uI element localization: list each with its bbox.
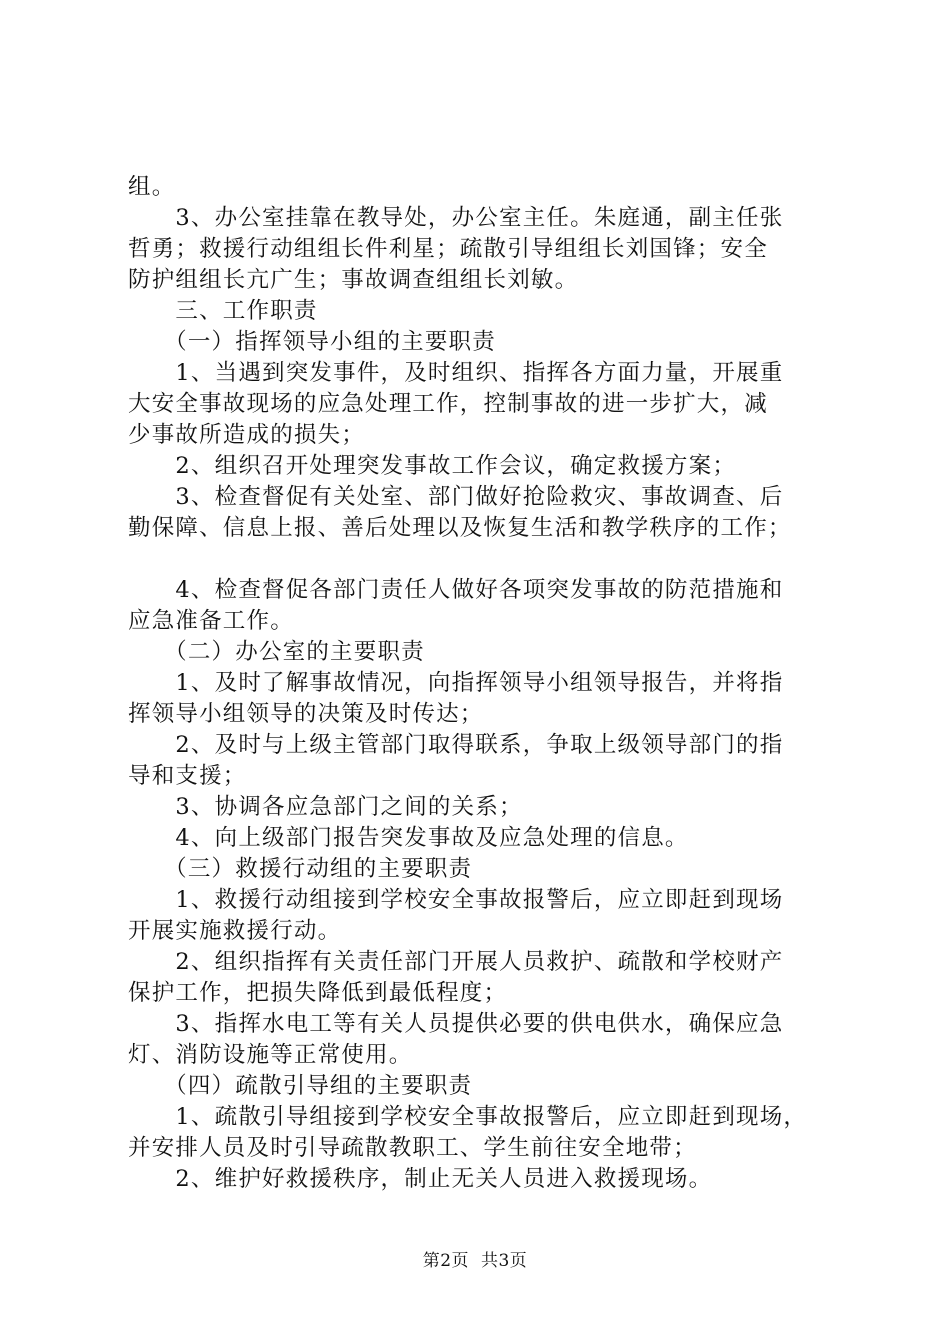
text-line: 组。 [128,174,176,200]
text-line: 并安排人员及时引导疏散教职工、学生前往安全地带； [128,1135,697,1161]
page-number: 第2页 [422,1251,470,1271]
text-line: 2、维护好救援秩序，制止无关人员进入救援现场。 [128,1166,713,1192]
text-line: （二）办公室的主要职责 [128,639,425,665]
text-line: 3、检查督促有关处室、部门做好抢险救灾、事故调查、后 [128,484,784,510]
text-line: 灯、消防设施等正常使用。 [128,1042,413,1068]
text-line: 1、当遇到突发事件，及时组织、指挥各方面力量，开展重 [128,360,784,386]
page-total: 共3页 [480,1251,528,1271]
text-line: 2、及时与上级主管部门取得联系，争取上级领导部门的指 [128,732,784,758]
document-body [128,172,838,1195]
text-line: （四）疏散引导组的主要职责 [128,1073,473,1099]
text-line: 勤保障、信息上报、善后处理以及恢复生活和教学秩序的工作； [128,515,792,541]
text-line: （三）救援行动组的主要职责 [128,856,473,882]
text-line: 3、指挥水电工等有关人员提供必要的供电供水，确保应急 [128,1011,784,1037]
blank-line [128,544,838,575]
text-line: 哲勇；救援行动组组长件利星；疏散引导组组长刘国锋；安全 [128,236,768,262]
text-line: 3、办公室挂靠在教导处，办公室主任。朱庭通，副主任张 [128,205,784,231]
text-line: 2、组织指挥有关责任部门开展人员救护、疏散和学校财产 [128,949,784,975]
text-line: 4、检查督促各部门责任人做好各项突发事故的防范措施和 [128,577,784,603]
text-line: 三、工作职责 [128,298,318,324]
text-line: 3、协调各应急部门之间的关系； [128,794,523,820]
text-line: 1、及时了解事故情况，向指挥领导小组领导报告，并将指 [128,670,784,696]
text-line: 开展实施救援行动。 [128,918,342,944]
text-line: 挥领导小组领导的决策及时传达； [128,701,484,727]
page-footer [0,1246,950,1271]
text-line: 2、组织召开处理突发事故工作会议，确定救援方案； [128,453,737,479]
text-line: 4、向上级部门报告突发事故及应急处理的信息。 [128,825,689,851]
text-line: （一）指挥领导小组的主要职责 [128,329,496,355]
text-line: 应急准备工作。 [128,608,294,634]
text-line: 防护组组长亢广生；事故调查组组长刘敏。 [128,267,579,293]
text-line: 保护工作，把损失降低到最低程度； [128,980,508,1006]
text-line: 1、疏散引导组接到学校安全事故报警后，应立即赶到现场， [128,1104,808,1130]
text-line: 大安全事故现场的应急处理工作，控制事故的进一步扩大，减 [128,391,768,417]
text-line: 少事故所造成的损失； [128,422,366,448]
text-line: 导和支援； [128,763,247,789]
text-line: 1、救援行动组接到学校安全事故报警后，应立即赶到现场 [128,887,784,913]
